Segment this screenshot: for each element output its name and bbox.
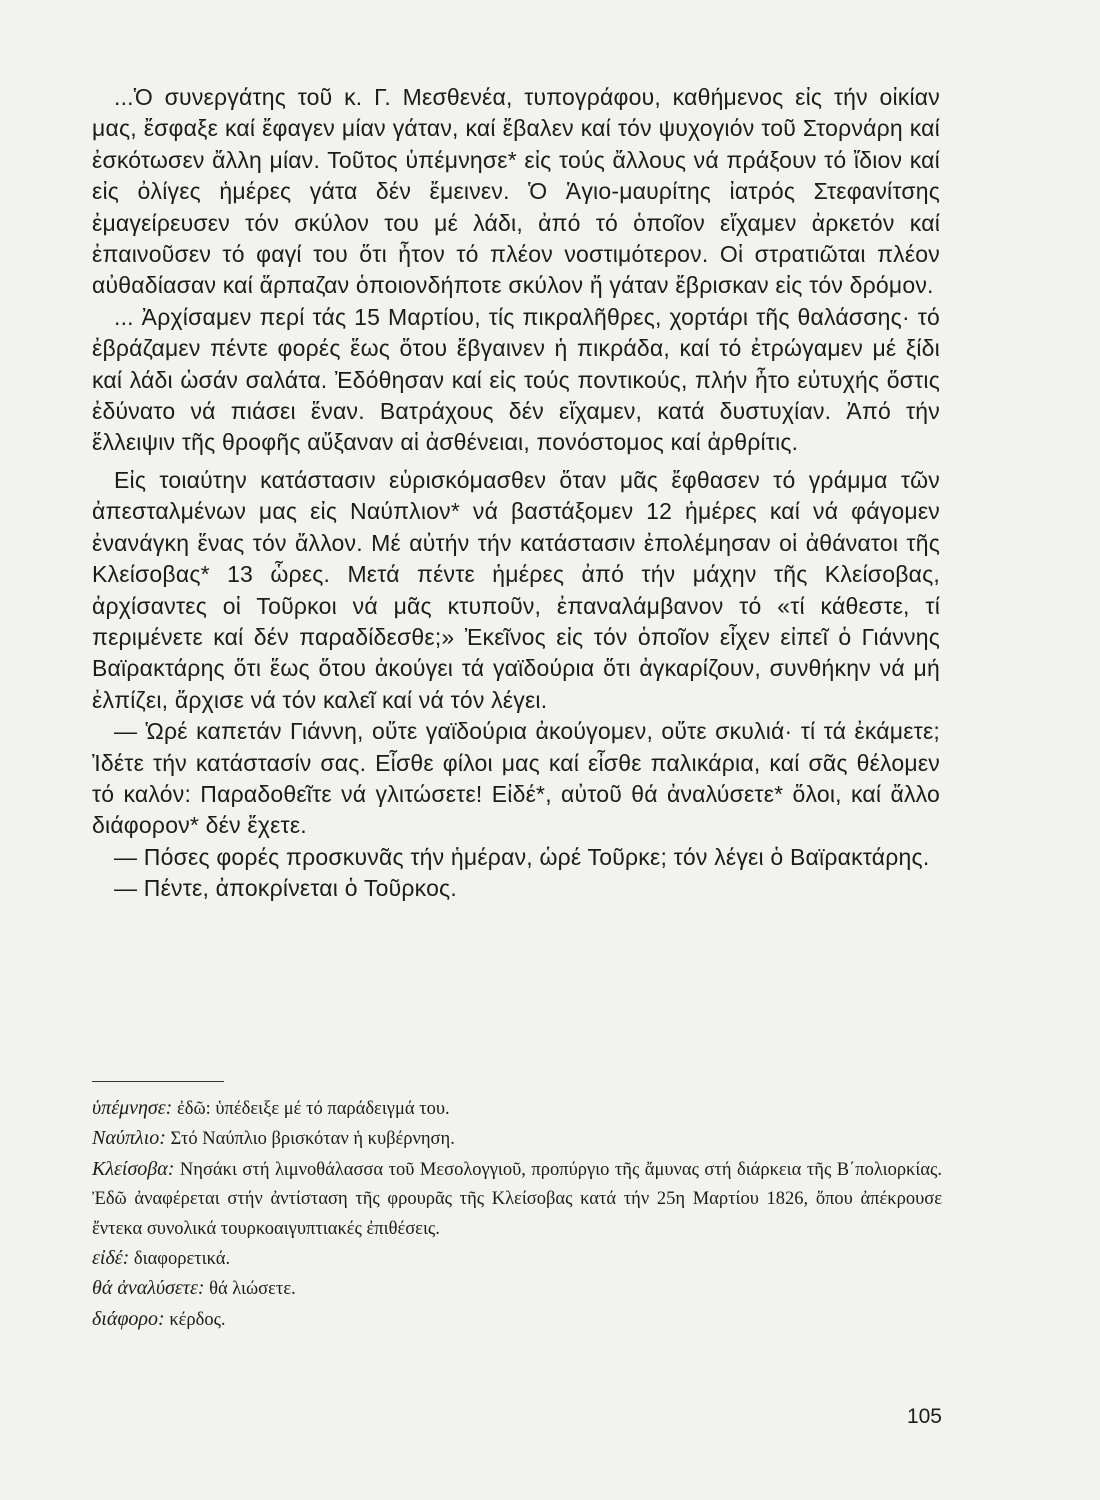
footnote-term: ὑπέμνησε:	[92, 1097, 173, 1119]
footnote-text: Στό Ναύπλιο βρισκόταν ἡ κυβέρνηση.	[170, 1129, 455, 1150]
page-number: 105	[906, 1405, 942, 1428]
footnote-text: κέρδος.	[169, 1309, 226, 1330]
main-text	[92, 82, 940, 905]
footnote-term: εἰδέ:	[92, 1247, 130, 1270]
dialogue-2: — Πόσες φορές προσκυνᾶς τήν ἡμέραν, ὡρέ Τοῦρκε; τόν λέγει ὁ Βαϊρακτάρης.	[114, 843, 930, 870]
footnote-term: διάφορο:	[92, 1307, 165, 1330]
paragraph-3: Εἰς τοιαύτην κατάστασιν εὑρισκόμασθεν ὅταν μᾶς ἔφθασεν τό γράμμα τῶν ἀπεσταλμένων μας εἰς Ναύπλιον* νά βαστάξομεν 12 ἡμέρες καί νά φάγομεν ἐνανάγκη ἕνας τόν ἄλλον. Μέ αὐτήν τήν κατάστασιν ἐπολέμησαν οἱ ἀθάνατοι τῆς Κλείσοβας* 13 ὧρες. Μετά πέντε ἡμέρες ἀπό τήν μάχην τῆς Κλείσοβας, ἀρχίσαντες οἱ Τοῦρκοι νά μᾶς κτυποῦν, ἐπαναλάμβανον τό «τί κάθεστε, τί περιμένετε καί δέν παραδίδεσθε;» Ἐκεῖνος εἰς τόν ὁποῖον εἶχεν εἰπεῖ ὁ Γιάννης Βαϊρακτάρης ὅτι ἕως ὅτου ἀκούγει τά γαϊδούρια ὅτι ἀγκαρίζουν, συνθήκην νά μή ἐλπίζει, ἄρχισε νά τόν καλεῖ καί νά τόν λέγει.	[92, 466, 940, 713]
footnote-divider	[92, 1081, 224, 1082]
dialogue-1: — Ὡρέ καπετάν Γιάννη, οὔτε γαϊδούρια ἀκούγομεν, οὔτε σκυλιά· τί τά ἐκάμετε; Ἰδέτε τήν κατάστασίν σας. Εἶσθε φίλοι μας καί εἶσθε παλικάρια, καί σᾶς θέλομεν τό καλόν: Παραδοθεῖτε νά γλιτώσετε! Εἰδέ*, αὐτοῦ θά ἀναλύσετε* ὅλοι, καί ἄλλο διάφορον* δέν ἔχετε.	[92, 718, 940, 839]
footnote-term: Ναύπλιο:	[92, 1127, 166, 1150]
footnotes	[92, 1094, 942, 1335]
footnote-text: θά λιώσετε.	[209, 1279, 296, 1300]
footnote	[92, 1124, 942, 1154]
paragraph-2: ... Ἀρχίσαμεν περί τάς 15 Μαρτίου, τίς πικραλῆθρες, χορτάρι τῆς θαλάσσης· τό ἐβράζαμεν πέντε φορές ἕως ὅτου ἔβγαινεν ἡ πικράδα, καί τό ἐτρώγαμεν μέ ξίδι καί λάδι ὡσάν σαλάτα. Ἐδόθησαν καί εἰς τούς ποντικούς, πλήν ἦτο εὐτυχής ὅστις ἐδύνατο νά πιάσει ἕναν. Βατράχους δέν εἴχαμεν, κατά δυστυχίαν. Ἀπό τήν ἔλλειψιν τῆς θροφῆς αὔξαναν αἱ ἀσθένειαι, πονόστομος καί ἀρθρίτις.	[92, 303, 940, 456]
footnote-term: θά ἀναλύσετε:	[92, 1277, 205, 1300]
paragraph-1: ...Ὁ συνεργάτης τοῦ κ. Γ. Μεσθενέα, τυπογράφου, καθήμενος εἰς τήν οἰκίαν μας, ἔσφαξε καί ἔφαγεν μίαν γάταν, καί ἔβαλεν καί τόν ψυχογιόν τοῦ Στορνάρη καί ἐσκότωσεν ἄλλη μίαν. Τοῦτος ὑπέμνησε* εἰς τούς ἄλλους νά πράξουν τό ἴδιον καί εἰς ὀλίγες ἡμέρες γάτα δέν ἔμεινεν. Ὁ Ἁγιο-μαυρίτης ἰατρός Στεφανίτσης ἐμαγείρευσεν τόν σκύλον του μέ λάδι, ἀπό τό ὁποῖον εἴχαμεν ἀρκετόν καί ἐπαινοῦσεν τό φαγί του ὅτι ἦτον τό πλέον νοστιμότερον. Οἱ στρατιῶται πλέον αὐθαδίασαν καί ἅρπαζαν ὁποιονδήποτε σκύλον ἤ γάταν ἔβρισκαν εἰς τόν δρόμον.	[92, 84, 940, 299]
footnote	[92, 1274, 942, 1304]
footnote	[92, 1244, 942, 1274]
footnote-text: διαφορετικά.	[133, 1249, 231, 1270]
dialogue-3: — Πέντε, ἀποκρίνεται ὁ Τοῦρκος.	[114, 875, 457, 902]
footnote-text: ἐδῶ: ὑπέδειξε μέ τό παράδειγμά του.	[176, 1099, 450, 1119]
footnote-text: Νησάκι στή λιμνοθάλασσα τοῦ Μεσολογγιοῦ, προπύργιο τῆς ἄμυνας στή διάρκεια τῆς Β΄πολιορκίας. Ἐδῶ ἀναφέρεται στήν ἀντίσταση τῆς φρουρᾶς τῆς Κλείσοβας κατά τήν 25η Μαρτίου 1826, ὅπου ἀπέκρουσε ἔντεκα συνολικά τουρκοαιγυπτιακές ἐπιθέσεις.	[92, 1159, 942, 1239]
footnote	[92, 1305, 942, 1335]
footnote-term: Κλείσοβα:	[92, 1157, 175, 1180]
footnote	[92, 1094, 942, 1124]
footnote	[92, 1155, 942, 1244]
